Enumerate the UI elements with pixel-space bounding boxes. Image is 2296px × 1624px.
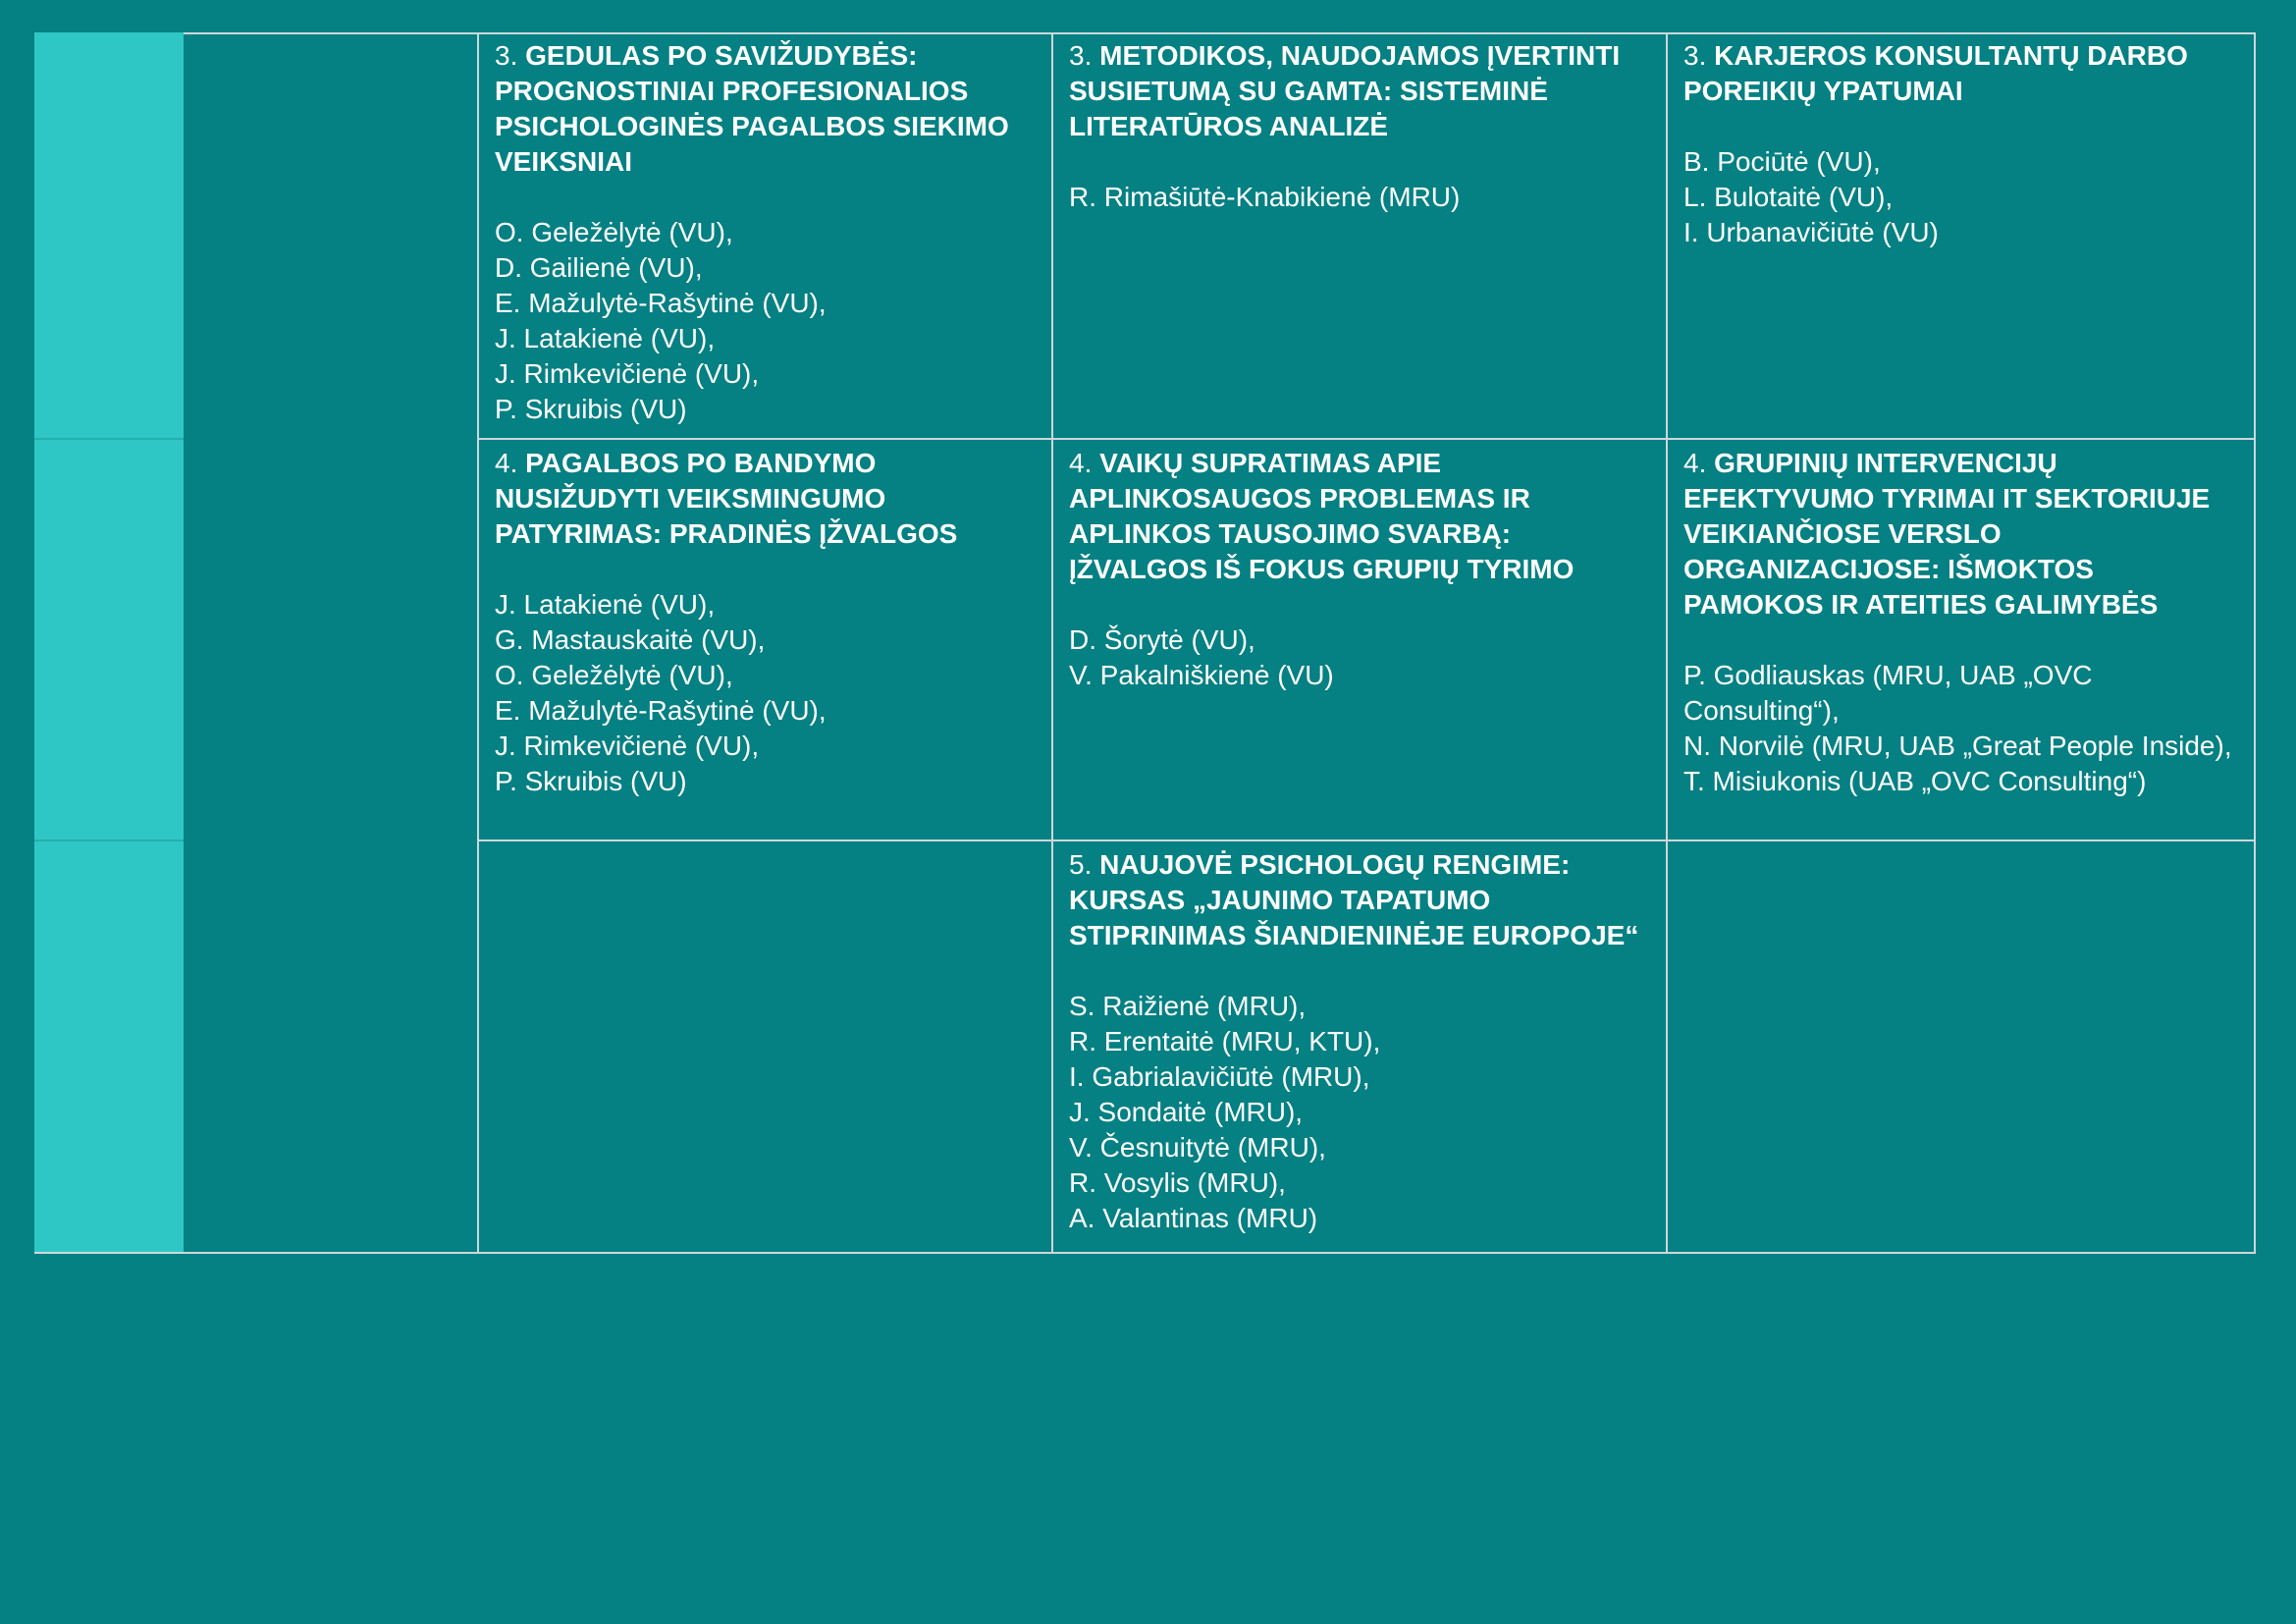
session-cell-r2c3: [1668, 442, 2254, 840]
session-cell-r1c3: [1668, 34, 2254, 438]
session-title: [1069, 446, 1652, 587]
accent-row-divider-1: [34, 438, 184, 440]
session-authors: B. Pociūtė (VU), L. Bulotaitė (VU), I. Urbanavičiūtė (VU): [1683, 146, 1939, 247]
session-number: 3.: [495, 40, 518, 71]
session-title-text: NAUJOVĖ PSICHOLOGŲ RENGIME: KURSAS „JAUNIMO TAPATUMO STIPRINIMAS ŠIANDIENINĖJE EUROPOJE“: [1069, 849, 1639, 950]
session-number: 5.: [1069, 849, 1093, 880]
merged-empty-column-cell: [186, 34, 477, 1252]
session-title: [1683, 446, 2240, 623]
session-cell-r2c1: [479, 442, 1051, 840]
session-number: 4.: [495, 448, 518, 478]
session-cell-r1c2: [1053, 34, 1666, 438]
session-cell-r1c1: [479, 34, 1051, 438]
session-authors: R. Rimašiūtė-Knabikienė (MRU): [1069, 182, 1461, 212]
session-authors: S. Raižienė (MRU), R. Erentaitė (MRU, KTU), I. Gabrialavičiūtė (MRU), J. Sondaitė (MRU), V. Česnuitytė (MRU), R. Vosylis (MRU), A. Valantinas (MRU): [1069, 991, 1381, 1233]
session-authors: P. Godliauskas (MRU, UAB „OVC Consulting“), N. Norvilė (MRU, UAB „Great People Inside), T. Misiukonis (UAB „OVC Consulting“): [1683, 660, 2232, 796]
session-title-text: VAIKŲ SUPRATIMAS APIE APLINKOSAUGOS PROBLEMAS IR APLINKOS TAUSOJIMO SVARBĄ: ĮŽVALGOS IŠ FOKUS GRUPIŲ TYRIMO: [1069, 448, 1575, 584]
session-title: [495, 38, 1038, 180]
session-title: [1069, 847, 1652, 953]
session-number: 3.: [1069, 40, 1093, 71]
grid-line-right: [2254, 32, 2256, 1254]
accent-column: [34, 32, 184, 1252]
session-title-text: GEDULAS PO SAVIŽUDYBĖS: PROGNOSTINIAI PROFESIONALIOS PSICHOLOGINĖS PAGALBOS SIEKIMO VEIKSNIAI: [495, 40, 1009, 177]
session-title: [1069, 38, 1652, 144]
session-authors: J. Latakienė (VU), G. Mastauskaitė (VU), O. Geležėlytė (VU), E. Mažulytė-Rašytinė (VU), J. Rimkevičienė (VU), P. Skruibis (VU): [495, 589, 827, 796]
session-number: 4.: [1069, 448, 1093, 478]
session-title-text: METODIKOS, NAUDOJAMOS ĮVERTINTI SUSIETUMĄ SU GAMTA: SISTEMINĖ LITERATŪROS ANALIZĖ: [1069, 40, 1621, 141]
session-title: [495, 446, 1038, 552]
session-number: 4.: [1683, 448, 1707, 478]
empty-cell-r3c1: [479, 843, 1051, 1252]
session-cell-r2c2: [1053, 442, 1666, 840]
session-cell-r3c2: [1053, 843, 1666, 1252]
grid-line-row1: [477, 438, 2256, 440]
grid-line-bottom: [34, 1252, 2256, 1254]
session-authors: D. Šorytė (VU), V. Pakalniškienė (VU): [1069, 624, 1334, 690]
session-title-text: KARJEROS KONSULTANTŲ DARBO POREIKIŲ YPATUMAI: [1683, 40, 2188, 106]
empty-cell-r3c3: [1668, 843, 2254, 1252]
session-number: 3.: [1683, 40, 1707, 71]
session-title: [1683, 38, 2240, 109]
session-title-text: PAGALBOS PO BANDYMO NUSIŽUDYTI VEIKSMINGUMO PATYRIMAS: PRADINĖS ĮŽVALGOS: [495, 448, 958, 549]
session-authors: O. Geležėlytė (VU), D. Gailienė (VU), E. Mažulytė-Rašytinė (VU), J. Latakienė (VU), J. Rimkevičienė (VU), P. Skruibis (VU): [495, 217, 827, 424]
accent-row-divider-2: [34, 839, 184, 841]
session-title-text: GRUPINIŲ INTERVENCIJŲ EFEKTYVUMO TYRIMAI IT SEKTORIUJE VEIKIANČIOSE VERSLO ORGANIZACIJOSE: IŠMOKTOS PAMOKOS IR ATEITIES GALIMYBĖS: [1683, 448, 2211, 620]
